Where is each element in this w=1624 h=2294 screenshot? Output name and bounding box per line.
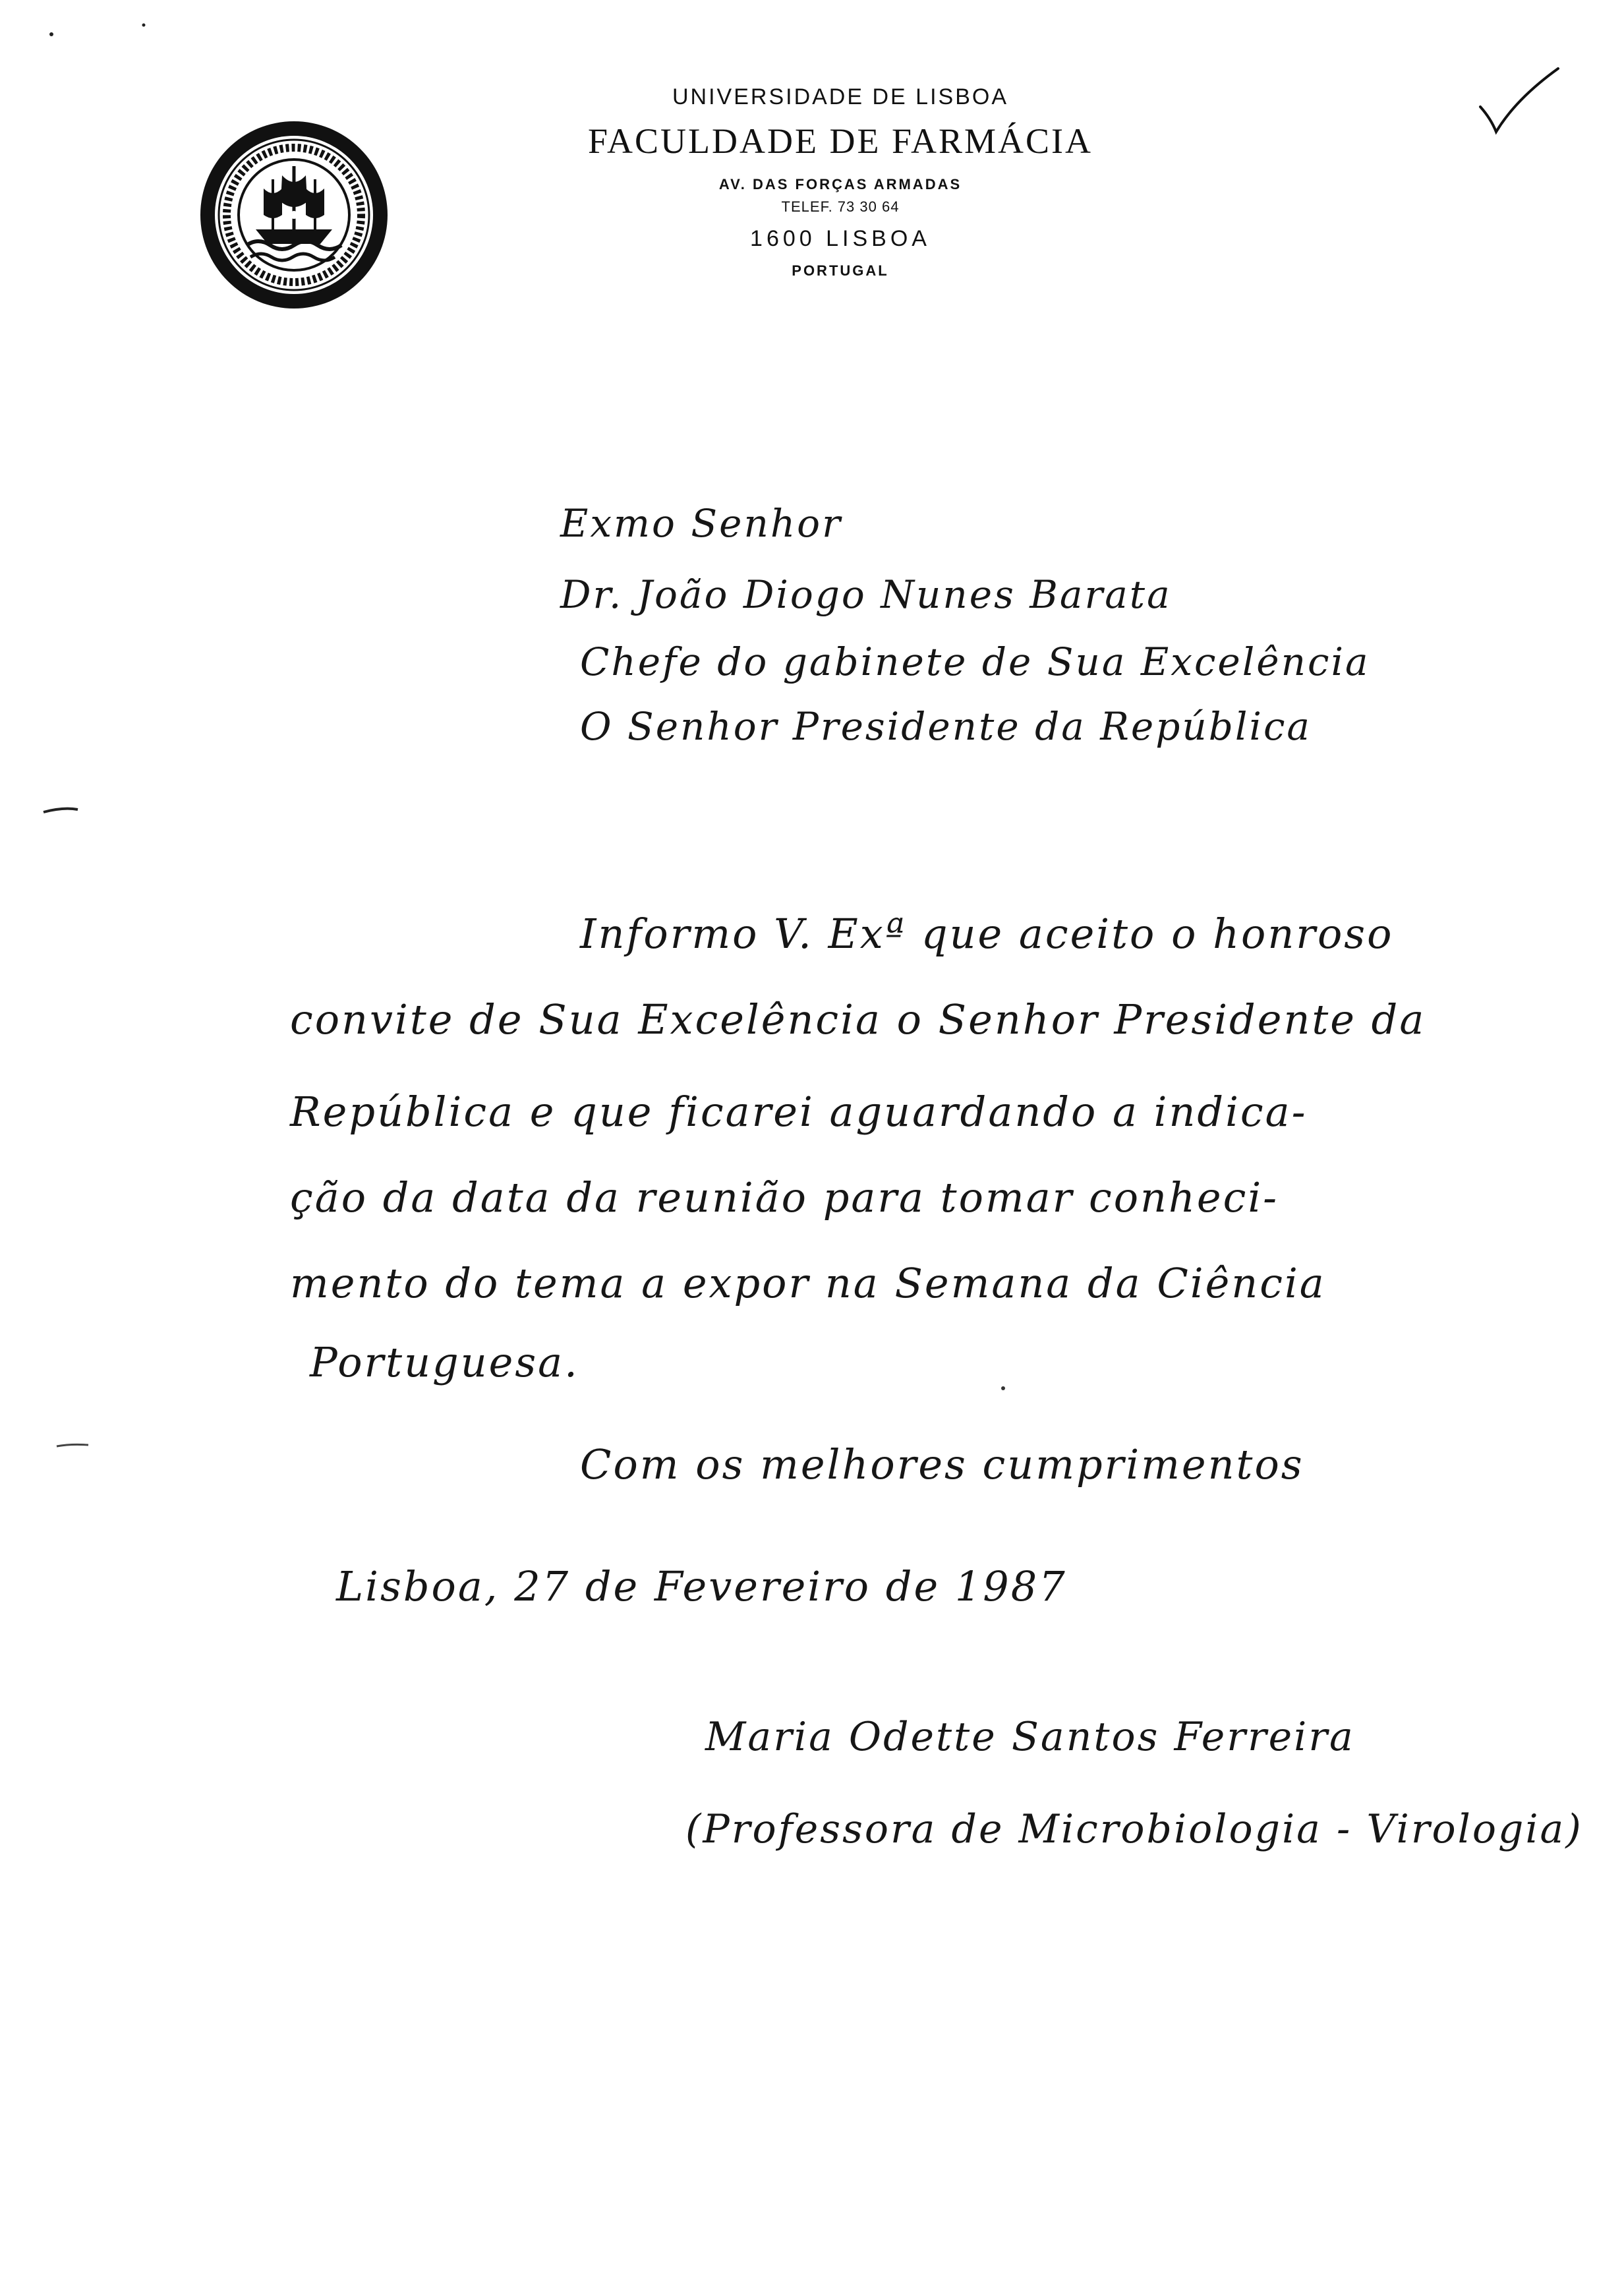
addressee-role: Chefe do gabinete de Sua Excelência [580, 639, 1370, 684]
university-seal-ship-icon [195, 116, 393, 314]
country: PORTUGAL [792, 262, 889, 279]
body-line: ção da data da reunião para tomar conheci- [290, 1173, 1279, 1221]
check-mark-icon [1476, 66, 1562, 138]
body-line: Portuguesa. [310, 1338, 579, 1386]
date-line: Lisboa, 27 de Fevereiro de 1987 [336, 1562, 1067, 1610]
body-line: Informo V. Exª que aceito o honroso [580, 910, 1394, 958]
addressee-name: Dr. João Diogo Nunes Barata [560, 572, 1172, 617]
body-line: convite de Sua Excelência o Senhor Presidente da [290, 995, 1426, 1044]
university-name: UNIVERSIDADE DE LISBOA [672, 84, 1008, 109]
body-line: República e que ficarei aguardando a indica- [290, 1088, 1308, 1136]
body-line: mento do tema a expor na Semana da Ciência [290, 1259, 1326, 1307]
faculty-name: FACULDADE DE FARMÁCIA [587, 121, 1093, 161]
addressee-salutation: Exmo Senhor [560, 501, 842, 546]
signature-title: (Professora de Microbiologia - Virologia) [685, 1806, 1583, 1852]
letterhead [514, 84, 1167, 279]
closing: Com os melhores cumprimentos [580, 1440, 1304, 1488]
street-address: AV. DAS FORÇAS ARMADAS [718, 176, 962, 192]
postal-city: 1600 LISBOA [750, 226, 931, 251]
telephone: TELEF. 73 30 64 [781, 198, 900, 215]
addressee-office: O Senhor Presidente da República [580, 704, 1312, 749]
signature-name: Maria Odette Santos Ferreira [705, 1714, 1355, 1760]
